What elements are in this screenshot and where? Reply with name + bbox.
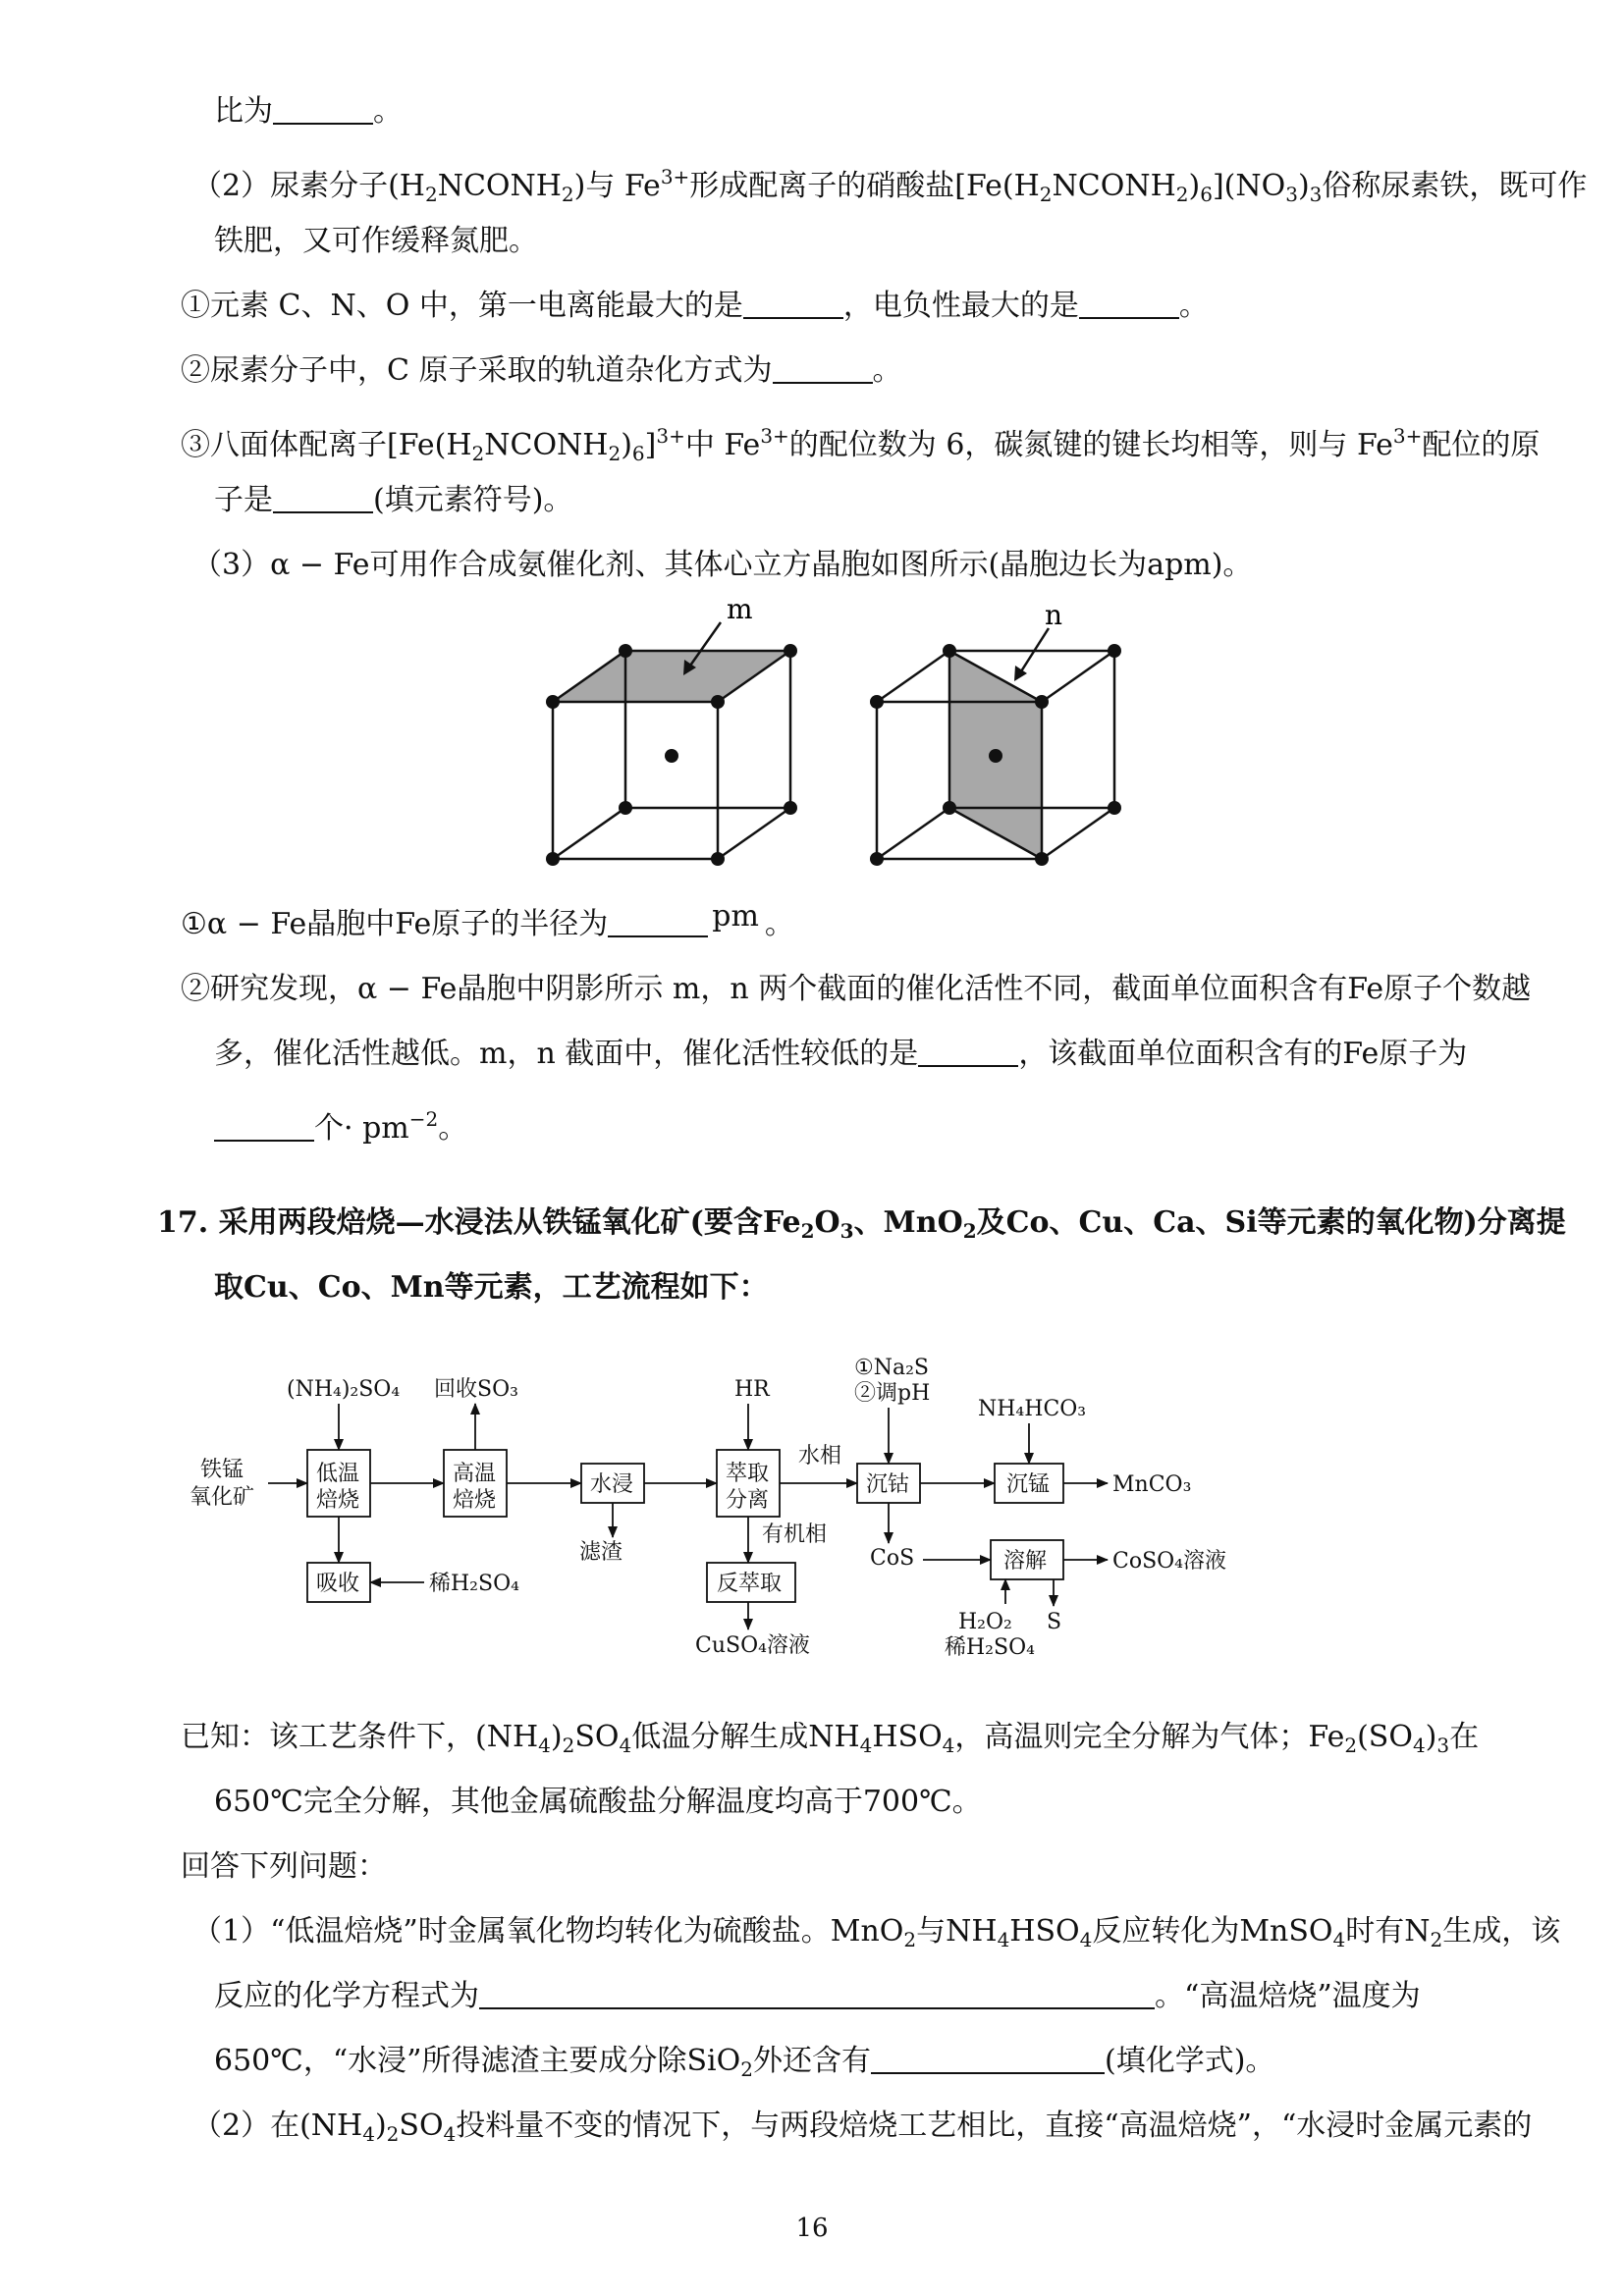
known-line-1: 已知：该工艺条件下，$(NH_4)_2SO_4$低温分解生成$NH_4HSO_4$，高温则完全分解为气体；$Fe_2(SO_4)_3$在 bbox=[181, 1720, 1480, 1757]
q17-sub-1-line-1: （1）“低温焙烧”时金属氧化物均转化为硫酸盐。MnO$_2$与$NH_4HSO_4$反应转化为MnSO$_4$时有$N_2$生成，该 bbox=[192, 1914, 1561, 1951]
answer-blank[interactable] bbox=[214, 1110, 314, 1142]
svg-text:CoS: CoS bbox=[870, 1546, 915, 1571]
svg-text:稀H₂SO₄: 稀H₂SO₄ bbox=[945, 1635, 1035, 1660]
svg-text:②调pH: ②调pH bbox=[854, 1381, 931, 1406]
svg-text:萃取: 萃取 bbox=[726, 1462, 770, 1486]
process-flow-diagram bbox=[0, 1345, 1624, 1679]
sub-question-3-2-line-1: ②研究发现，α − Fe晶胞中阴影所示 m，n 两个截面的催化活性不同，截面单位面积含有Fe原子个数越 bbox=[181, 972, 1532, 1006]
svg-text:高温: 高温 bbox=[453, 1462, 497, 1486]
svg-text:S: S bbox=[1047, 1610, 1062, 1634]
svg-text:溶解: 溶解 bbox=[1003, 1549, 1048, 1574]
sub-question-3-2-line-2: 多，催化活性越低。m，n 截面中，催化活性较低的是 ，该截面单位面积含有的Fe原子为 bbox=[214, 1037, 1468, 1071]
unit-cell-m bbox=[546, 593, 797, 866]
answer-blank[interactable] bbox=[608, 906, 708, 937]
para-2-line-1: （2）尿素分子$(H_2NCONH_2)$与 $Fe^{3+}$形成配离子的硝酸盐$[Fe(H_2NCONH_2)_6](NO_3)_3$俗称尿素铁，既可作 bbox=[192, 165, 1588, 206]
para-2-line-2: 铁肥，又可作缓释氮肥。 bbox=[214, 224, 538, 258]
svg-text:氧化矿: 氧化矿 bbox=[189, 1485, 255, 1510]
svg-text:焙烧: 焙烧 bbox=[316, 1488, 360, 1513]
svg-text:回收SO₃: 回收SO₃ bbox=[434, 1377, 518, 1402]
svg-text:低温: 低温 bbox=[316, 1462, 360, 1486]
svg-text:NH₄HCO₃: NH₄HCO₃ bbox=[978, 1397, 1087, 1421]
label-m: m bbox=[727, 593, 753, 625]
q17-sub-1-line-2: 反应的化学方程式为 。“高温焙烧”温度为 bbox=[214, 1979, 1421, 2013]
svg-text:(NH₄)₂SO₄: (NH₄)₂SO₄ bbox=[287, 1377, 401, 1402]
para-3: （3）α − Fe可用作合成氨催化剂、其体心立方晶胞如图所示(晶胞边长为apm)。 bbox=[192, 548, 1253, 582]
unit-cell-n bbox=[870, 599, 1121, 866]
svg-text:MnCO₃: MnCO₃ bbox=[1112, 1472, 1192, 1497]
sub-question-3-line-1: ③八面体配离子$[Fe(H_2NCONH_2)_6]^{3+}$中 $Fe^{3+}$的配位数为 6，碳氮键的键长均相等，则与 $Fe^{3+}$配位的原 bbox=[181, 424, 1541, 465]
svg-text:沉钴: 沉钴 bbox=[866, 1472, 910, 1497]
unit-cell-figures bbox=[0, 589, 1624, 883]
svg-text:HR: HR bbox=[734, 1377, 770, 1402]
svg-text:铁锰: 铁锰 bbox=[200, 1458, 244, 1482]
answer-blank[interactable] bbox=[871, 2043, 1105, 2074]
sub-question-3-line-2: 子是 (填元素符号)。 bbox=[214, 483, 573, 517]
svg-text:水相: 水相 bbox=[798, 1444, 842, 1468]
line-ratio: 比为 。 bbox=[214, 94, 403, 129]
svg-text:反萃取: 反萃取 bbox=[717, 1572, 783, 1596]
sub-question-3-2-line-3: 个· $pm^{-2}$。 bbox=[214, 1099, 467, 1148]
svg-text:吸收: 吸收 bbox=[316, 1572, 360, 1596]
answer-blank[interactable] bbox=[1079, 288, 1179, 319]
known-line-2: 650℃完全分解，其他金属硫酸盐分解温度均高于700℃。 bbox=[214, 1785, 982, 1819]
svg-text:①Na₂S: ①Na₂S bbox=[854, 1356, 929, 1380]
svg-text:CuSO₄溶液: CuSO₄溶液 bbox=[695, 1633, 810, 1658]
answer-blank[interactable] bbox=[273, 93, 373, 125]
sub-question-3-1: ①α − Fe晶胞中Fe原子的半径为 pm 。 bbox=[181, 899, 794, 941]
answer-blank[interactable] bbox=[743, 288, 843, 319]
svg-text:有机相: 有机相 bbox=[762, 1522, 828, 1547]
q17-title-line-1: 17. 采用两段焙烧—水浸法从铁锰氧化矿(要含$Fe_2O_3$、MnO$_2$及Co、Cu、Ca、Si等元素的氧化物)分离提 bbox=[157, 1205, 1566, 1243]
svg-text:稀H₂SO₄: 稀H₂SO₄ bbox=[429, 1572, 519, 1596]
q17-sub-1-line-3: 650℃，“水浸”所得滤渣主要成分除SiO$_2$外还含有 (填化学式)。 bbox=[214, 2044, 1275, 2081]
q17-title-line-2: 取Cu、Co、Mn等元素，工艺流程如下： bbox=[214, 1270, 769, 1305]
svg-text:水浸: 水浸 bbox=[590, 1472, 634, 1497]
q17-sub-2-line-1: （2）在$(NH_4)_2SO_4$投料量不变的情况下，与两段焙烧工艺相比，直接“高温焙烧”，“水浸时金属元素的 bbox=[192, 2109, 1533, 2146]
answer-blank[interactable] bbox=[918, 1036, 1018, 1067]
svg-text:分离: 分离 bbox=[726, 1488, 770, 1513]
answer-prompt: 回答下列问题： bbox=[181, 1849, 387, 1884]
label-n: n bbox=[1045, 599, 1063, 631]
page-number: 16 bbox=[795, 2214, 829, 2243]
svg-text:CoSO₄溶液: CoSO₄溶液 bbox=[1112, 1549, 1227, 1574]
sub-question-2: ②尿素分子中，C 原子采取的轨道杂化方式为 。 bbox=[181, 353, 902, 388]
svg-text:沉锰: 沉锰 bbox=[1006, 1472, 1051, 1497]
answer-blank[interactable] bbox=[773, 352, 873, 384]
answer-blank[interactable] bbox=[273, 482, 373, 513]
svg-text:焙烧: 焙烧 bbox=[453, 1488, 497, 1513]
answer-blank[interactable] bbox=[479, 1978, 1155, 2009]
svg-text:H₂O₂: H₂O₂ bbox=[958, 1610, 1012, 1634]
svg-text:滤渣: 滤渣 bbox=[579, 1540, 623, 1565]
sub-question-1: ①元素 C、N、O 中，第一电离能最大的是 ，电负性最大的是 。 bbox=[181, 289, 1209, 323]
